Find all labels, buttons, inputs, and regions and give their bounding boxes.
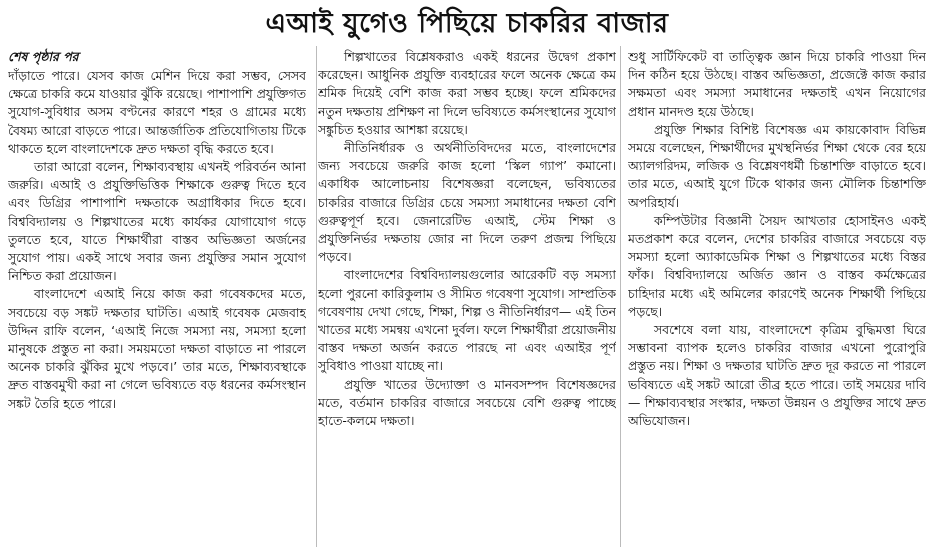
article-column-3 — [628, 48, 926, 548]
paragraph: প্রযুক্তি খাতের উদ্যোক্তা ও মানবসম্পদ বিশেষজ্ঞদের মতে, বর্তমান চাকরির বাজারে সবচেয়ে বেশি গুরুত্ব পাচ্ছে হাতে-কলমে দক্ষতা। — [318, 376, 616, 429]
paragraph: নীতিনির্ধারক ও অর্থনীতিবিদদের মতে, বাংলাদেশের জন্য সবচেয়ে জরুরি কাজ হলো ‘স্কিল গ্যাপ’ কমানো। একাধিক আলোচনায় বিশেষজ্ঞরা বলেছেন, ভবিষ্যতের চাকরির বাজারে ডিগ্রির চেয়ে সমস্যা সমাধানের দক্ষতা বেশি গুরুত্বপূর্ণ হবে। জেনারেটিভ এআই, স্টেম শিক্ষা ও প্রযুক্তিনির্ভর দক্ষতায় জোর না দিলে তরুণ প্রজন্ম পিছিয়ে পড়বে। — [318, 140, 616, 265]
article-headline: এআই যুগেও পিছিয়ে চাকরির বাজার — [265, 8, 669, 39]
paragraph: সবশেষে বলা যায়, বাংলাদেশে কৃত্রিম বুদ্ধিমত্তা ঘিরে সম্ভাবনা ব্যাপক হলেও চাকরির বাজার এখনো পুরোপুরি প্রস্তুত নয়। শিক্ষা ও দক্ষতার ঘাটতি দ্রুত দূর করতে না পারলে ভবিষ্যতে এই সঙ্কট আরো তীব্র হতে পারে। তাই সময়ের দাবি— শিক্ষাব্যবস্থার সংস্কার, দক্ষতা উন্নয়ন ও প্রযুক্তির সাথে দ্রুত অভিযোজন। — [628, 322, 926, 429]
paragraph: কম্পিউটার বিজ্ঞানী সৈয়দ আখতার হোসাইনও একই মতপ্রকাশ করে বলেন, দেশের চাকরির বাজারে সবচেয়ে বড় সমস্যা হলো অ্যাকাডেমিক শিক্ষা ও শিল্পখাতের মধ্যে বিস্তর ফাঁক। বিশ্ববিদ্যালয়ে অর্জিত জ্ঞান ও বাস্তব কর্মক্ষেত্রের চাহিদার মধ্যে এই অমিলের কারণেই অনেক শিক্ষার্থী পিছিয়ে পড়ছে। — [628, 212, 926, 319]
article-column-1 — [8, 48, 306, 548]
paragraph: বাংলাদেশে এআই নিয়ে কাজ করা গবেষকদের মতে, সবচেয়ে বড় সঙ্কট দক্ষতার ঘাটতি। এআই গবেষক মেজবাহ উদ্দিন রাফি বলেন, ‘এআই নিজে সমস্যা নয়, সমস্যা হলো মানুষকে প্রস্তুত না করা। সময়মতো দক্ষতা বাড়াতে না পারলে অনেক চাকরি ঝুঁকির মুখে পড়বে।’ তার মতে, শিক্ষাব্যবস্থাকে দ্রুত বাস্তবমুখী করা না গেলে ভবিষ্যতে বড় ধরনের কর্মসংস্থান সঙ্কট তৈরি হতে পারে। — [8, 286, 306, 411]
paragraph: শিল্পখাতের বিশ্লেষকরাও একই ধরনের উদ্বেগ প্রকাশ করেছেন। আধুনিক প্রযুক্তি ব্যবহারের ফলে অনেক ক্ষেত্রে কম শ্রমিক দিয়েই বেশি কাজ করা সম্ভব হচ্ছে। ফলে শ্রমিকদের নতুন দক্ষতায় প্রশিক্ষণ না দিলে ভবিষ্যতে কর্মসংস্থানের সুযোগ সঙ্কুচিত হওয়ার আশঙ্কা রয়েছে। — [318, 49, 616, 137]
column-divider — [620, 46, 621, 547]
paragraph: তারা আরো বলেন, শিক্ষাব্যবস্থায় এখনই পরিবর্তন আনা জরুরি। এআই ও প্রযুক্তিভিত্তিক শিক্ষাকে গুরুত্ব দিতে হবে এবং ডিগ্রির পাশাপাশি দক্ষতাকে অগ্রাধিকার দিতে হবে। বিশ্ববিদ্যালয় ও শিল্পখাতের মধ্যে কার্যকর যোগাযোগ গড়ে তুলতে হবে, যাতে শিক্ষার্থীরা বাস্তব অভিজ্ঞতা অর্জনের সুযোগ পায়। একই সাথে সবার জন্য প্রযুক্তির সমান সুযোগ নিশ্চিত করা প্রয়োজন। — [8, 159, 306, 284]
article-body — [8, 48, 926, 548]
article-column-2 — [318, 48, 616, 548]
paragraph: বাংলাদেশের বিশ্ববিদ্যালয়গুলোর আরেকটি বড় সমস্যা হলো পুরনো কারিকুলাম ও সীমিত গবেষণা সুযোগ। সাম্প্রতিক গবেষণায় দেখা গেছে, শিক্ষা, শিল্প ও নীতিনির্ধারণ— এই তিন খাতের মধ্যে সমন্বয় এখনো দুর্বল। ফলে শিক্ষার্থীরা প্রয়োজনীয় বাস্তব দক্ষতা অর্জন করতে পারছে না এবং এআইর পূর্ণ সুবিধাও পাওয়া যাচ্ছে না। — [318, 267, 616, 374]
paragraph: শুধু সার্টিফিকেট বা তাত্ত্বিক জ্ঞান দিয়ে চাকরি পাওয়া দিন দিন কঠিন হয়ে উঠছে। বাস্তব অভিজ্ঞতা, প্রজেক্টে কাজ করার সক্ষমতা এবং সমস্যা সমাধানের দক্ষতাই এখন নিয়োগের প্রধান মানদণ্ড হয়ে উঠছে। — [628, 49, 926, 119]
paragraph: দাঁড়াতে পারে। যেসব কাজ মেশিন দিয়ে করা সম্ভব, সেসব ক্ষেত্রে চাকরি কমে যাওয়ার ঝুঁকি রয়েছে। পাশাপাশি প্রযুক্তিগত সুযোগ-সুবিধার অসম বণ্টনের কারণে শহর ও গ্রামের মধ্যে বৈষম্য আরো বাড়তে পারে। আন্তর্জাতিক প্রতিযোগিতায় টিকে থাকতে হলে বাংলাদেশকে দ্রুত দক্ষতা বৃদ্ধি করতে হবে। — [8, 68, 306, 156]
continued-label: শেষ পৃষ্ঠার পর — [8, 49, 79, 64]
column-divider — [316, 46, 317, 547]
paragraph: প্রযুক্তি শিক্ষার বিশিষ্ট বিশেষজ্ঞ এম কায়কোবাদ বিভিন্ন সময়ে বলেছেন, শিক্ষার্থীদের মুখস্থনির্ভর শিক্ষা থেকে বের হয়ে অ্যালগরিদম, লজিক ও বিশ্লেষণধর্মী চিন্তাশক্তি বাড়াতে হবে। তার মতে, এআই যুগে টিকে থাকার জন্য মৌলিক চিন্তাশক্তি অপরিহার্য। — [628, 121, 926, 210]
